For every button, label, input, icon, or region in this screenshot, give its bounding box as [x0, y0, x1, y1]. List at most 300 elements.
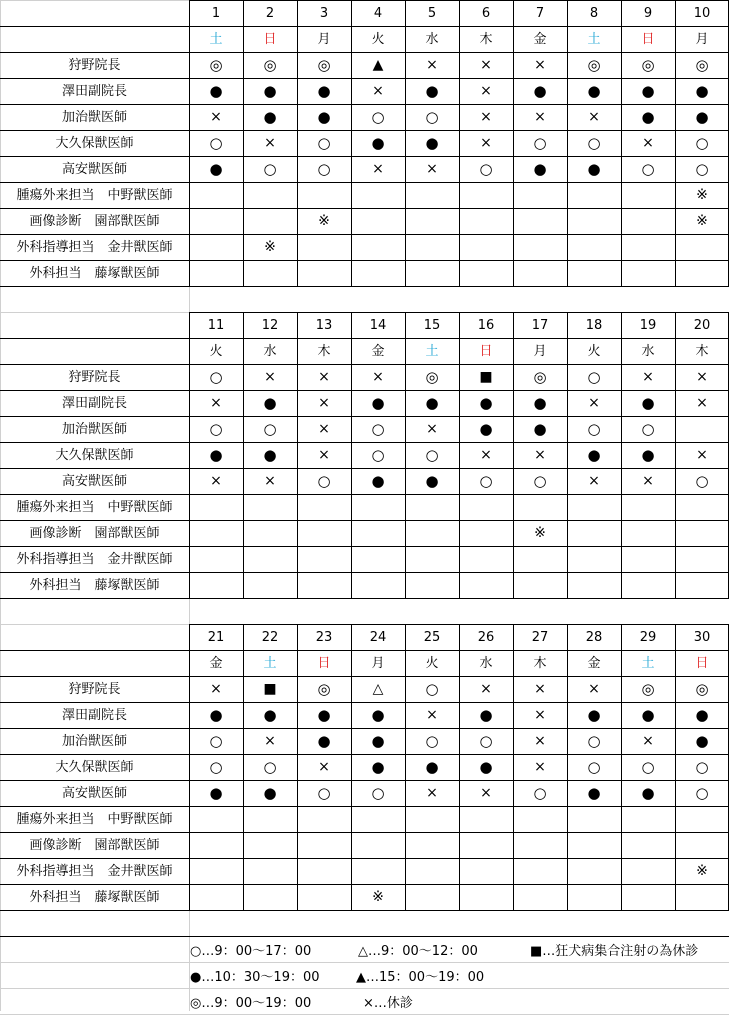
- schedule-cell: [459, 520, 513, 546]
- weekday-cell: 土: [587, 31, 601, 47]
- table-border-v: [189, 312, 190, 598]
- table-border-v: [567, 312, 568, 598]
- staff-name-label: 大久保獣医師: [55, 447, 134, 463]
- table-border-h: [0, 156, 729, 157]
- schedule-cell: [513, 260, 567, 286]
- schedule-cell: ●: [263, 783, 277, 802]
- schedule-cell: [243, 208, 297, 234]
- schedule-cell: [243, 494, 297, 520]
- schedule-cell: [189, 260, 243, 286]
- schedule-cell: ×: [534, 733, 546, 749]
- table-border-h: [0, 338, 729, 339]
- schedule-cell: [513, 546, 567, 572]
- schedule-cell: △: [372, 681, 384, 697]
- schedule-cell: ×: [426, 421, 438, 437]
- schedule-cell: ●: [425, 393, 439, 412]
- schedule-cell: ×: [588, 109, 600, 125]
- schedule-cell: [621, 182, 675, 208]
- schedule-cell: ◎: [695, 55, 709, 74]
- staff-name-label: 高安獣医師: [61, 473, 127, 489]
- date-cell: 4: [373, 5, 383, 21]
- schedule-cell: [567, 884, 621, 910]
- date-cell: 18: [585, 317, 603, 333]
- table-border-v: [567, 0, 568, 286]
- table-border-v: [459, 0, 460, 286]
- schedule-cell: ○: [425, 731, 439, 750]
- schedule-cell: ※: [696, 213, 708, 229]
- schedule-cell: [513, 858, 567, 884]
- schedule-cell: ×: [480, 447, 492, 463]
- schedule-cell: ○: [263, 419, 277, 438]
- schedule-cell: ×: [318, 369, 330, 385]
- table-border-v: [567, 624, 568, 910]
- legend-item: △…9：00～12：00: [358, 943, 478, 959]
- legend-top-border: [0, 936, 729, 937]
- schedule-cell: ●: [479, 419, 493, 438]
- date-cell: 3: [319, 5, 329, 21]
- table-border-v: [297, 312, 298, 598]
- schedule-cell: [675, 520, 729, 546]
- schedule-cell: ●: [695, 705, 709, 724]
- staff-name-label: 外科担当 藤塚獣医師: [29, 265, 160, 281]
- schedule-cell: ×: [426, 707, 438, 723]
- weekday-cell: 日: [695, 655, 709, 671]
- weekday-cell: 土: [641, 655, 655, 671]
- schedule-cell: [567, 572, 621, 598]
- weekday-cell: 月: [533, 343, 547, 359]
- schedule-cell: [351, 858, 405, 884]
- weekday-cell: 土: [209, 31, 223, 47]
- schedule-cell: [459, 208, 513, 234]
- schedule-cell: ×: [318, 395, 330, 411]
- schedule-cell: [621, 494, 675, 520]
- schedule-cell: ○: [371, 107, 385, 126]
- table-border-h: [0, 390, 729, 391]
- table-border-h: [0, 806, 729, 807]
- schedule-cell: [243, 884, 297, 910]
- schedule-cell: ○: [587, 757, 601, 776]
- table-border-v: [513, 312, 514, 598]
- weekday-cell: 木: [533, 655, 547, 671]
- schedule-cell: [297, 858, 351, 884]
- schedule-cell: [243, 182, 297, 208]
- schedule-cell: [567, 494, 621, 520]
- schedule-cell: ×: [264, 135, 276, 151]
- weekday-cell: 土: [263, 655, 277, 671]
- table-border-h: [0, 130, 729, 131]
- table-border-h: [0, 494, 729, 495]
- table-border-h: [0, 52, 729, 53]
- date-cell: 1: [211, 5, 221, 21]
- staff-name-label: 高安獣医師: [61, 785, 127, 801]
- schedule-cell: [243, 520, 297, 546]
- table-border-h: [0, 208, 729, 209]
- staff-name-label: 外科指導担当 金井獣医師: [16, 863, 173, 879]
- schedule-cell: ×: [264, 733, 276, 749]
- schedule-cell: ◎: [587, 55, 601, 74]
- schedule-cell: ○: [317, 783, 331, 802]
- schedule-cell: [189, 208, 243, 234]
- schedule-cell: ●: [533, 159, 547, 178]
- schedule-cell: ●: [263, 445, 277, 464]
- date-cell: 12: [261, 317, 279, 333]
- table-border-v: [459, 312, 460, 598]
- schedule-cell: [189, 572, 243, 598]
- schedule-cell: [621, 806, 675, 832]
- weekday-cell: 金: [587, 655, 601, 671]
- schedule-cell: [189, 858, 243, 884]
- schedule-cell: ×: [588, 681, 600, 697]
- staff-name-label: 外科担当 藤塚獣医師: [29, 889, 160, 905]
- schedule-cell: [297, 884, 351, 910]
- weekday-cell: 火: [371, 31, 385, 47]
- table-border-v: [513, 624, 514, 910]
- schedule-cell: [405, 234, 459, 260]
- staff-name-label: 外科指導担当 金井獣医師: [16, 239, 173, 255]
- schedule-cell: ◎: [317, 55, 331, 74]
- schedule-cell: ×: [588, 395, 600, 411]
- weekday-cell: 月: [317, 31, 331, 47]
- schedule-cell: ○: [425, 445, 439, 464]
- table-border-h: [0, 286, 729, 287]
- schedule-cell: [567, 260, 621, 286]
- table-border-h: [0, 182, 729, 183]
- schedule-cell: [189, 494, 243, 520]
- schedule-cell: [621, 832, 675, 858]
- date-cell: 26: [477, 629, 495, 645]
- schedule-cell: ×: [642, 369, 654, 385]
- schedule-cell: ○: [695, 783, 709, 802]
- staff-name-label: 澤田副院長: [61, 707, 127, 723]
- schedule-cell: [297, 806, 351, 832]
- schedule-cell: [459, 806, 513, 832]
- schedule-cell: [513, 234, 567, 260]
- schedule-cell: ●: [317, 81, 331, 100]
- schedule-cell: [513, 182, 567, 208]
- schedule-cell: [297, 832, 351, 858]
- schedule-cell: [675, 546, 729, 572]
- schedule-cell: ○: [317, 133, 331, 152]
- table-border-v: [621, 624, 622, 910]
- schedule-cell: ●: [479, 393, 493, 412]
- table-border-h: [0, 78, 729, 79]
- staff-name-label: 腫瘍外来担当 中野獣医師: [16, 811, 173, 827]
- schedule-cell: [297, 260, 351, 286]
- schedule-cell: ●: [371, 471, 385, 490]
- schedule-cell: [567, 208, 621, 234]
- schedule-cell: [675, 234, 729, 260]
- schedule-cell: [459, 546, 513, 572]
- schedule-cell: ※: [318, 213, 330, 229]
- schedule-cell: ●: [587, 81, 601, 100]
- schedule-cell: ×: [210, 473, 222, 489]
- schedule-cell: ×: [372, 83, 384, 99]
- weekday-cell: 月: [371, 655, 385, 671]
- schedule-cell: [351, 208, 405, 234]
- date-cell: 27: [531, 629, 549, 645]
- table-border-v: [675, 312, 676, 598]
- table-border-v: [297, 0, 298, 286]
- weekday-cell: 日: [317, 655, 331, 671]
- schedule-cell: [405, 572, 459, 598]
- schedule-cell: ×: [480, 681, 492, 697]
- schedule-cell: ※: [696, 863, 708, 879]
- table-border-h: [0, 910, 729, 911]
- schedule-cell: [513, 572, 567, 598]
- date-cell: 24: [369, 629, 387, 645]
- schedule-cell: [405, 884, 459, 910]
- schedule-cell: ×: [534, 109, 546, 125]
- weekday-cell: 木: [695, 343, 709, 359]
- schedule-cell: [675, 494, 729, 520]
- staff-name-label: 画像診断 園部獣医師: [29, 213, 160, 229]
- schedule-cell: ○: [479, 159, 493, 178]
- schedule-cell: [351, 494, 405, 520]
- staff-name-label: 高安獣医師: [61, 161, 127, 177]
- schedule-cell: ○: [209, 367, 223, 386]
- weekday-cell: 水: [479, 655, 493, 671]
- schedule-cell: ○: [587, 367, 601, 386]
- schedule-cell: ●: [587, 159, 601, 178]
- schedule-cell: [189, 806, 243, 832]
- table-border-h: [0, 520, 729, 521]
- schedule-cell: ●: [371, 731, 385, 750]
- weekday-cell: 月: [695, 31, 709, 47]
- schedule-cell: ○: [479, 471, 493, 490]
- schedule-cell: [675, 884, 729, 910]
- schedule-cell: ●: [641, 107, 655, 126]
- schedule-cell: ●: [425, 471, 439, 490]
- schedule-cell: ○: [641, 159, 655, 178]
- weekday-cell: 火: [425, 655, 439, 671]
- legend-item: ▲…15：00～19：00: [356, 969, 485, 985]
- schedule-cell: [297, 182, 351, 208]
- schedule-cell: [459, 260, 513, 286]
- schedule-cell: ○: [587, 731, 601, 750]
- table-border-v: [405, 312, 406, 598]
- schedule-cell: ×: [480, 135, 492, 151]
- schedule-cell: ×: [480, 109, 492, 125]
- schedule-cell: ○: [695, 471, 709, 490]
- schedule-cell: ●: [695, 731, 709, 750]
- schedule-cell: ●: [641, 445, 655, 464]
- schedule-cell: [513, 494, 567, 520]
- schedule-cell: [513, 208, 567, 234]
- schedule-cell: ◎: [209, 55, 223, 74]
- date-cell: 10: [693, 5, 711, 21]
- schedule-cell: ●: [371, 757, 385, 776]
- schedule-cell: [405, 832, 459, 858]
- schedule-cell: ×: [210, 395, 222, 411]
- table-border-v: [513, 0, 514, 286]
- schedule-cell: ●: [317, 731, 331, 750]
- schedule-cell: [621, 260, 675, 286]
- schedule-cell: [513, 806, 567, 832]
- table-border-h: [0, 104, 729, 105]
- legend-item: ●…10：30～19：00: [190, 969, 320, 985]
- schedule-cell: ●: [641, 783, 655, 802]
- table-border-h: [0, 728, 729, 729]
- schedule-cell: ×: [696, 447, 708, 463]
- schedule-cell: [567, 546, 621, 572]
- schedule-cell: ×: [264, 473, 276, 489]
- weekday-cell: 金: [533, 31, 547, 47]
- date-cell: 5: [427, 5, 437, 21]
- schedule-cell: [675, 832, 729, 858]
- schedule-cell: ◎: [695, 679, 709, 698]
- weekday-cell: 火: [587, 343, 601, 359]
- schedule-cell: ×: [534, 759, 546, 775]
- weekday-cell: 木: [479, 31, 493, 47]
- schedule-cell: ○: [371, 783, 385, 802]
- schedule-cell: ○: [533, 471, 547, 490]
- schedule-cell: ●: [587, 705, 601, 724]
- weekday-cell: 金: [371, 343, 385, 359]
- weekday-cell: 木: [317, 343, 331, 359]
- schedule-cell: [567, 806, 621, 832]
- schedule-cell: [189, 832, 243, 858]
- table-border-v: [297, 624, 298, 910]
- schedule-cell: ●: [209, 783, 223, 802]
- schedule-cell: ●: [209, 81, 223, 100]
- schedule-cell: [459, 182, 513, 208]
- schedule-cell: [405, 546, 459, 572]
- schedule-cell: ●: [695, 107, 709, 126]
- staff-name-label: 外科担当 藤塚獣医師: [29, 577, 160, 593]
- schedule-cell: [459, 832, 513, 858]
- schedule-cell: ○: [641, 419, 655, 438]
- schedule-cell: [297, 572, 351, 598]
- staff-name-label: 画像診断 園部獣医師: [29, 525, 160, 541]
- schedule-cell: ○: [533, 783, 547, 802]
- staff-name-label: 外科指導担当 金井獣医師: [16, 551, 173, 567]
- schedule-cell: [405, 182, 459, 208]
- schedule-cell: ×: [588, 473, 600, 489]
- schedule-cell: ○: [371, 419, 385, 438]
- schedule-cell: ×: [318, 447, 330, 463]
- schedule-cell: [243, 572, 297, 598]
- staff-name-label: 澤田副院長: [61, 83, 127, 99]
- schedule-cell: ○: [263, 757, 277, 776]
- date-cell: 29: [639, 629, 657, 645]
- schedule-cell: ●: [641, 81, 655, 100]
- schedule-cell: ●: [587, 445, 601, 464]
- schedule-cell: [405, 520, 459, 546]
- schedule-cell: ●: [695, 81, 709, 100]
- schedule-cell: ●: [479, 705, 493, 724]
- schedule-cell: [513, 832, 567, 858]
- schedule-cell: ×: [372, 161, 384, 177]
- schedule-cell: [189, 546, 243, 572]
- date-cell: 8: [589, 5, 599, 21]
- schedule-cell: ○: [695, 133, 709, 152]
- schedule-cell: ●: [371, 705, 385, 724]
- date-cell: 28: [585, 629, 603, 645]
- table-border-v: [189, 0, 190, 286]
- schedule-cell: [189, 182, 243, 208]
- schedule-cell: ■: [263, 681, 277, 697]
- schedule-cell: ●: [533, 419, 547, 438]
- schedule-cell: ●: [587, 783, 601, 802]
- schedule-cell: [351, 546, 405, 572]
- table-border-h: [0, 26, 729, 27]
- schedule-cell: [621, 884, 675, 910]
- table-border-h: [0, 780, 729, 781]
- schedule-cell: [675, 416, 729, 442]
- schedule-cell: ×: [426, 57, 438, 73]
- schedule-cell: [351, 806, 405, 832]
- schedule-cell: [297, 494, 351, 520]
- schedule-cell: [459, 884, 513, 910]
- schedule-cell: ◎: [263, 55, 277, 74]
- schedule-cell: ×: [210, 681, 222, 697]
- schedule-cell: ●: [317, 705, 331, 724]
- schedule-cell: [567, 520, 621, 546]
- legend-item: ○…9：00～17：00: [190, 943, 312, 959]
- staff-name-label: 加治獣医師: [61, 733, 127, 749]
- schedule-cell: [351, 520, 405, 546]
- table-border-v: [675, 624, 676, 910]
- schedule-cell: ●: [641, 705, 655, 724]
- schedule-cell: [621, 234, 675, 260]
- schedule-cell: [189, 234, 243, 260]
- table-border-h: [0, 546, 729, 547]
- date-cell: 23: [315, 629, 333, 645]
- schedule-cell: ●: [371, 133, 385, 152]
- schedule-cell: ○: [587, 419, 601, 438]
- table-border-h: [0, 416, 729, 417]
- table-border-h: [0, 858, 729, 859]
- schedule-cell: [459, 858, 513, 884]
- schedule-cell: ※: [264, 239, 276, 255]
- date-cell: 11: [207, 317, 225, 333]
- schedule-cell: [621, 546, 675, 572]
- schedule-cell: ×: [372, 369, 384, 385]
- table-border-v: [675, 0, 676, 286]
- weekday-cell: 火: [209, 343, 223, 359]
- table-border-v: [405, 0, 406, 286]
- schedule-cell: ○: [209, 419, 223, 438]
- date-cell: 15: [423, 317, 441, 333]
- schedule-cell: ○: [263, 159, 277, 178]
- schedule-cell: ×: [642, 135, 654, 151]
- weekday-cell: 金: [209, 655, 223, 671]
- schedule-cell: ●: [371, 393, 385, 412]
- date-cell: 22: [261, 629, 279, 645]
- table-border-h: [0, 468, 729, 469]
- staff-name-label: 狩野院長: [68, 681, 121, 697]
- schedule-cell: [351, 572, 405, 598]
- schedule-cell: ×: [264, 369, 276, 385]
- schedule-cell: ×: [534, 707, 546, 723]
- schedule-cell: [459, 494, 513, 520]
- schedule-cell: ○: [425, 107, 439, 126]
- schedule-cell: ●: [263, 107, 277, 126]
- staff-name-label: 加治獣医師: [61, 109, 127, 125]
- date-cell: 13: [315, 317, 333, 333]
- schedule-cell: ◎: [641, 679, 655, 698]
- schedule-cell: ×: [696, 369, 708, 385]
- table-border-v: [405, 624, 406, 910]
- table-border-v: [351, 624, 352, 910]
- date-cell: 2: [265, 5, 275, 21]
- table-border-v: [621, 0, 622, 286]
- date-cell: 14: [369, 317, 387, 333]
- schedule-cell: ×: [534, 681, 546, 697]
- table-border-v: [351, 312, 352, 598]
- table-border-h: [0, 234, 729, 235]
- schedule-cell: [243, 260, 297, 286]
